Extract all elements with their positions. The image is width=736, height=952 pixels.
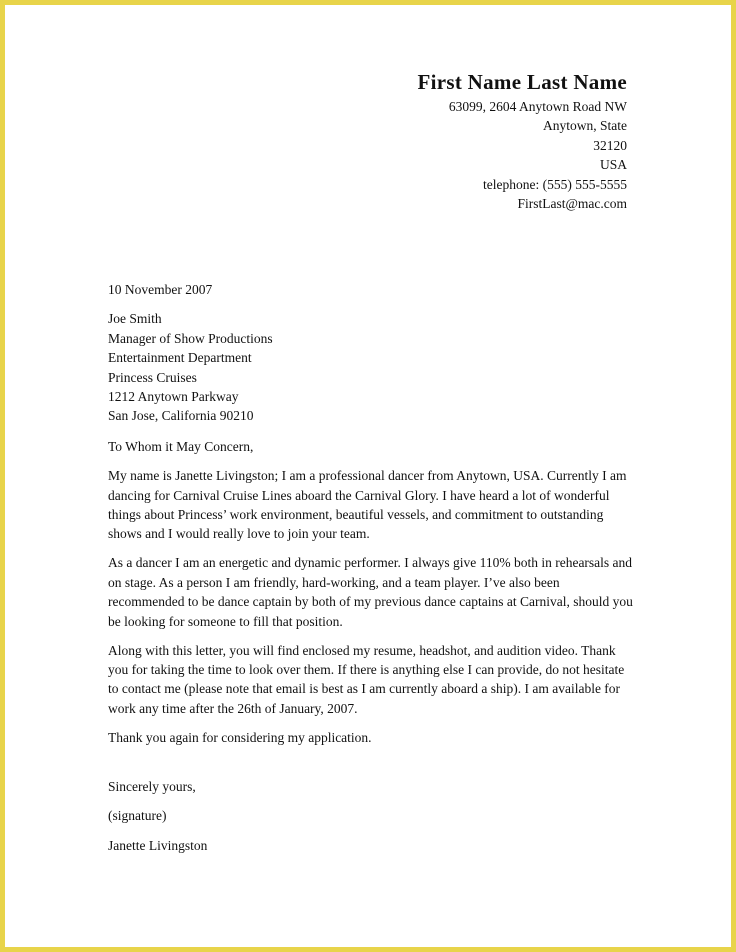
recipient-street: 1212 Anytown Parkway — [108, 389, 239, 405]
sender-city-state: Anytown, State — [543, 118, 627, 134]
salutation: To Whom it May Concern, — [108, 438, 254, 454]
sender-telephone: telephone: (555) 555-5555 — [483, 176, 627, 192]
recipient-company: Princess Cruises — [108, 369, 197, 385]
closing: Sincerely yours, — [108, 779, 196, 795]
sender-email: FirstLast@mac.com — [517, 196, 627, 212]
body-paragraph-intro: My name is Janette Livingston; I am a professional dancer from Anytown, USA. Currently I am dancing for Carnival Cruise Lines aboard the Carnival Glory. I have heard a lot of wonderful things about Princess’ work environment, beautiful vessels, and commitment to outstanding shows and I would really love to join your team. — [108, 468, 627, 542]
sender-street: 63099, 2604 Anytown Road NW — [448, 99, 627, 114]
letter-body — [108, 280, 638, 855]
sender-country: USA — [599, 157, 627, 173]
sender-block — [417, 67, 627, 213]
recipient-department: Entertainment Department — [108, 350, 252, 366]
recipient-title: Manager of Show Productions — [108, 330, 273, 346]
body-paragraph-qualifications: As a dancer I am an energetic and dynamic performer. I always give 110% both in rehearsals and on stage. As a person I am friendly, hard-working, and a team player. I’ve also been recommended to be dance captain by both of my previous dance captains at Carnival, should you be looking for someone to fill that position. — [108, 555, 633, 629]
printed-name: Janette Livingston — [108, 837, 208, 853]
recipient-block — [108, 309, 638, 425]
body-paragraph-enclosures: Along with this letter, you will find enclosed my resume, headshot, and audition video. Thank you for taking the time to look over them. If there is anything else I can provide, do not hesitate to contact me (please note that email is best as I am currently aboard a ship). I am available for work any time after the 26th of January, 2007. — [108, 642, 625, 716]
recipient-name: Joe Smith — [108, 311, 162, 327]
sender-zip: 32120 — [593, 137, 627, 153]
signature-placeholder: (signature) — [108, 808, 167, 824]
sender-name: First Name Last Name — [417, 70, 627, 94]
letter-date: 10 November 2007 — [108, 282, 213, 297]
recipient-city: San Jose, California 90210 — [108, 408, 254, 424]
body-paragraph-thanks: Thank you again for considering my application. — [108, 729, 372, 745]
